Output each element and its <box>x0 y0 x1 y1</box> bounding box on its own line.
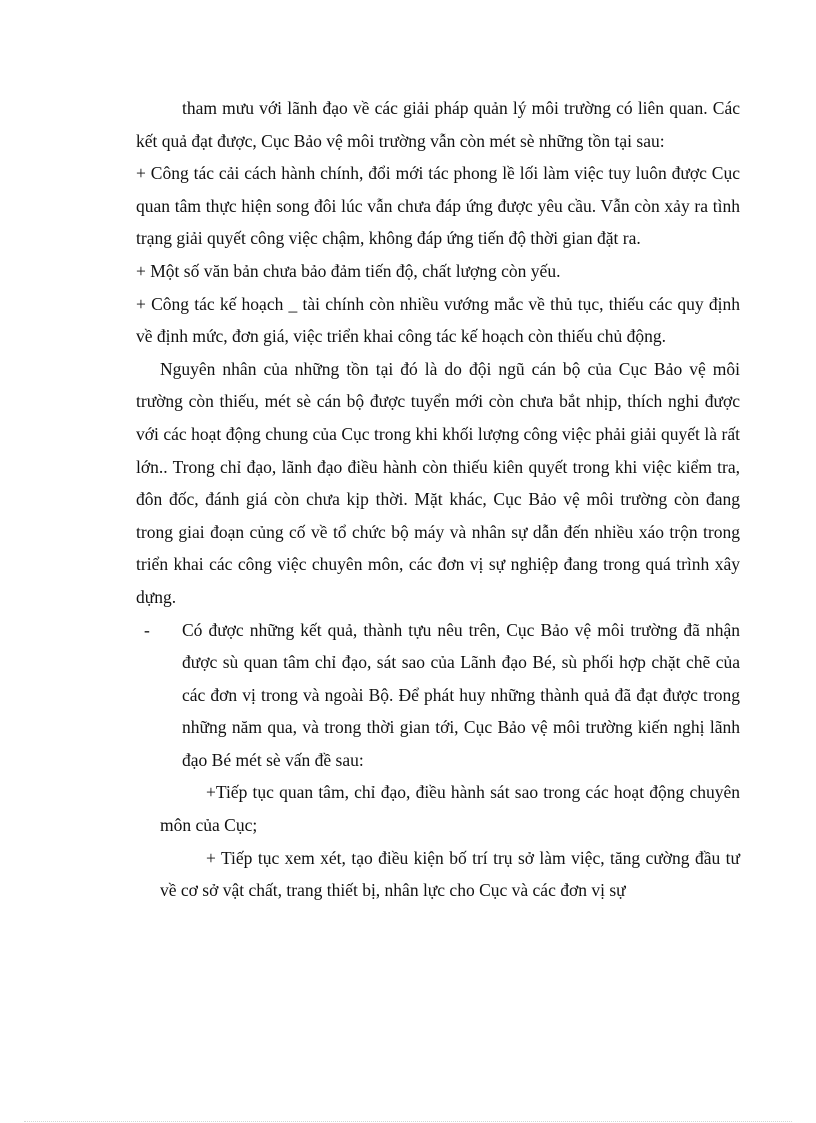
paragraph-admin-reform: + Công tác cải cách hành chính, đổi mới tác phong lề lối làm việc tuy luôn được Cục quan tâm thực hiện song đôi lúc vẫn chưa đáp ứng được yêu cầu. Vẫn còn xảy ra tình trạng giải quyết công việc chậm, không đáp ứng tiến độ thời gian đặt ra. <box>136 163 740 249</box>
page-bottom-divider <box>24 1121 792 1122</box>
bullet-text: Có được những kết quả, thành tựu nêu trên, Cục Bảo vệ môi trường đã nhận được sù quan tâm chỉ đạo, sát sao của Lãnh đạo Bé, sù phối hợp chặt chẽ của các đơn vị trong và ngoài Bộ. Để phát huy những thành quả đã đạt được trong những năm qua, và trong thời gian tới, Cục Bảo vệ môi trường kiến nghị lãnh đạo Bé mét sè vấn đề sau: <box>182 619 740 770</box>
paragraph-intro: tham mưu với lãnh đạo về các giải pháp quản lý môi trường có liên quan. Các kết quả đạt được, Cục Bảo vệ môi trường vẫn còn mét sè những tồn tại sau: <box>136 98 740 151</box>
bullet-item <box>136 614 740 777</box>
bullet-marker: - <box>144 619 150 640</box>
paragraph-documents: + Một số văn bản chưa bảo đảm tiến độ, chất lượng còn yếu. <box>136 260 561 281</box>
recommendation-item: +Tiếp tục quan tâm, chỉ đạo, điều hành sát sao trong các hoạt động chuyên môn của Cục; <box>160 782 740 836</box>
paragraph-finance: + Công tác kế hoạch _ tài chính còn nhiều vướng mắc về thủ tục, thiếu các quy định về định mức, đơn giá, việc triển khai công tác kế hoạch còn thiếu chủ động. <box>136 293 740 347</box>
recommendation-item: + Tiếp tục xem xét, tạo điều kiện bố trí trụ sở làm việc, tăng cường đầu tư về cơ sở vật chất, trang thiết bị, nhân lực cho Cục và các đơn vị sự <box>160 847 740 901</box>
paragraph-causes: Nguyên nhân của những tồn tại đó là do đội ngũ cán bộ của Cục Bảo vệ môi trường còn thiếu, mét sè cán bộ được tuyển mới còn chưa bắt nhịp, thích nghi được với các hoạt động chung của Cục trong khi khối lượng công việc phải giải quyết là rất lớn.. Trong chỉ đạo, lãnh đạo điều hành còn thiếu kiên quyết trong khi việc kiểm tra, đôn đốc, đánh giá còn chưa kịp thời. Mặt khác, Cục Bảo vệ môi trường còn đang trong giai đoạn củng cố về tổ chức bộ máy và nhân sự dẫn đến nhiều xáo trộn trong triển khai các công việc chuyên môn, các đơn vị sự nghiệp đang trong quá trình xây dựng. <box>136 358 740 607</box>
document-page <box>136 92 740 907</box>
